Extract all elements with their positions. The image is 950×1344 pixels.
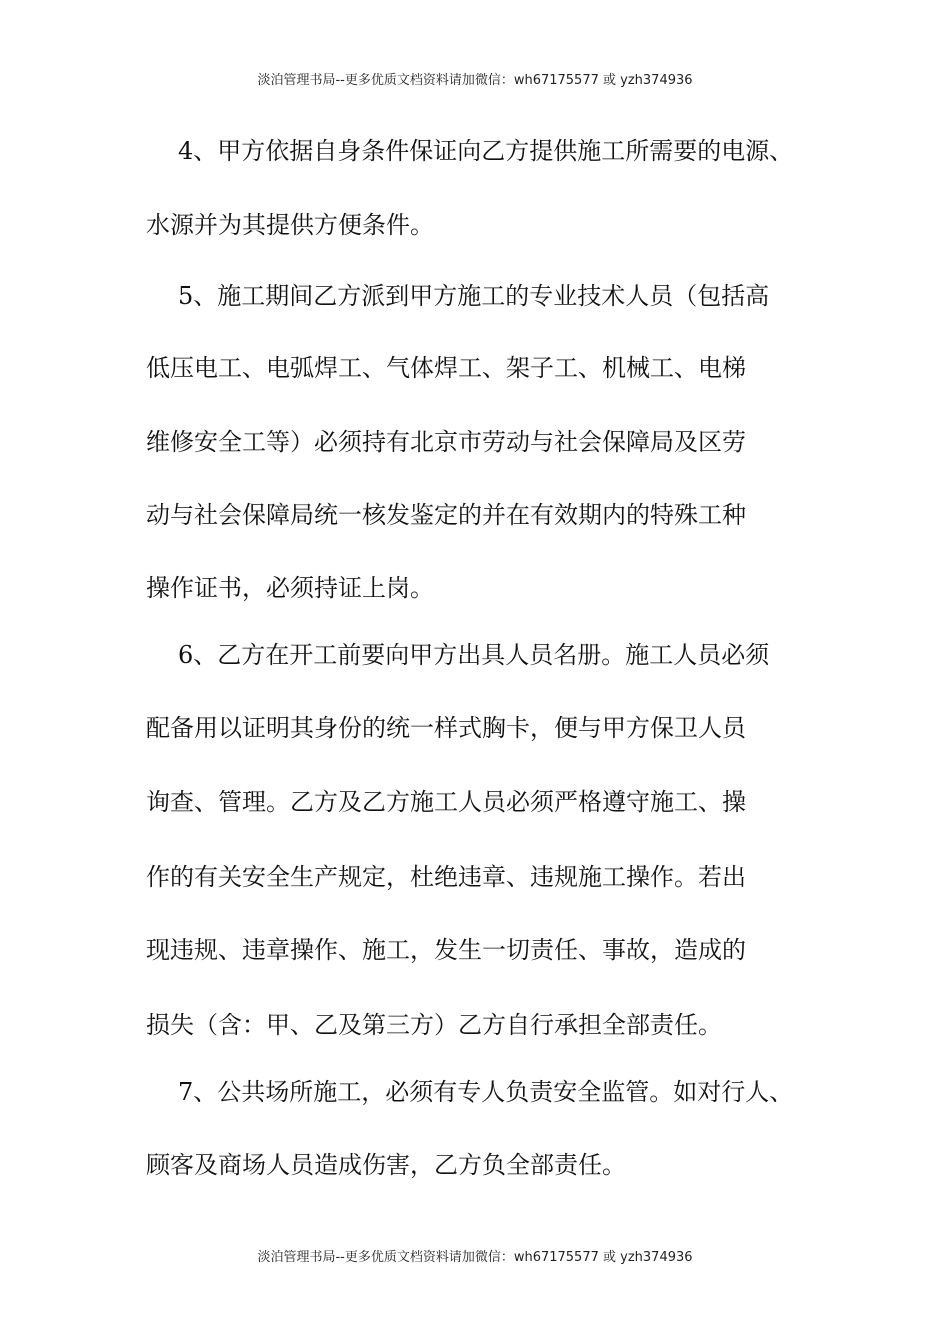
page-header: 淡泊管理书局--更多优质文档资料请加微信：wh67175577 或 yzh374936	[257, 73, 693, 88]
paragraph-4-line-1: 4、甲方依据自身条件保证向乙方提供施工所需要的电源、	[178, 137, 794, 165]
paragraph-5-line-2: 低压电工、电弧焊工、气体焊工、架子工、机械工、电梯	[146, 354, 746, 382]
paragraph-5-line-4: 动与社会保障局统一核发鉴定的并在有效期内的特殊工种	[146, 501, 746, 529]
paragraph-6-line-4: 作的有关安全生产规定，杜绝违章、违规施工操作。若出	[146, 863, 746, 891]
paragraph-5-line-5: 操作证书，必须持证上岗。	[146, 574, 434, 602]
page-footer: 淡泊管理书局--更多优质文档资料请加微信：wh67175577 或 yzh374936	[257, 1250, 693, 1265]
paragraph-7-line-2: 顾客及商场人员造成伤害，乙方负全部责任。	[146, 1151, 626, 1179]
paragraph-6-line-6: 损失（含：甲、乙及第三方）乙方自行承担全部责任。	[146, 1011, 722, 1039]
paragraph-6-line-2: 配备用以证明其身份的统一样式胸卡，便与甲方保卫人员	[146, 714, 746, 742]
paragraph-5-line-3: 维修安全工等）必须持有北京市劳动与社会保障局及区劳	[146, 428, 746, 456]
paragraph-7-line-1: 7、公共场所施工，必须有专人负责安全监管。如对行人、	[178, 1078, 794, 1106]
paragraph-5-line-1: 5、施工期间乙方派到甲方施工的专业技术人员（包括高	[178, 282, 770, 310]
paragraph-6-line-1: 6、乙方在开工前要向甲方出具人员名册。施工人员必须	[178, 641, 770, 669]
paragraph-4-line-2: 水源并为其提供方便条件。	[146, 211, 434, 239]
paragraph-6-line-5: 现违规、违章操作、施工，发生一切责任、事故，造成的	[146, 936, 746, 964]
paragraph-6-line-3: 询查、管理。乙方及乙方施工人员必须严格遵守施工、操	[146, 788, 746, 816]
